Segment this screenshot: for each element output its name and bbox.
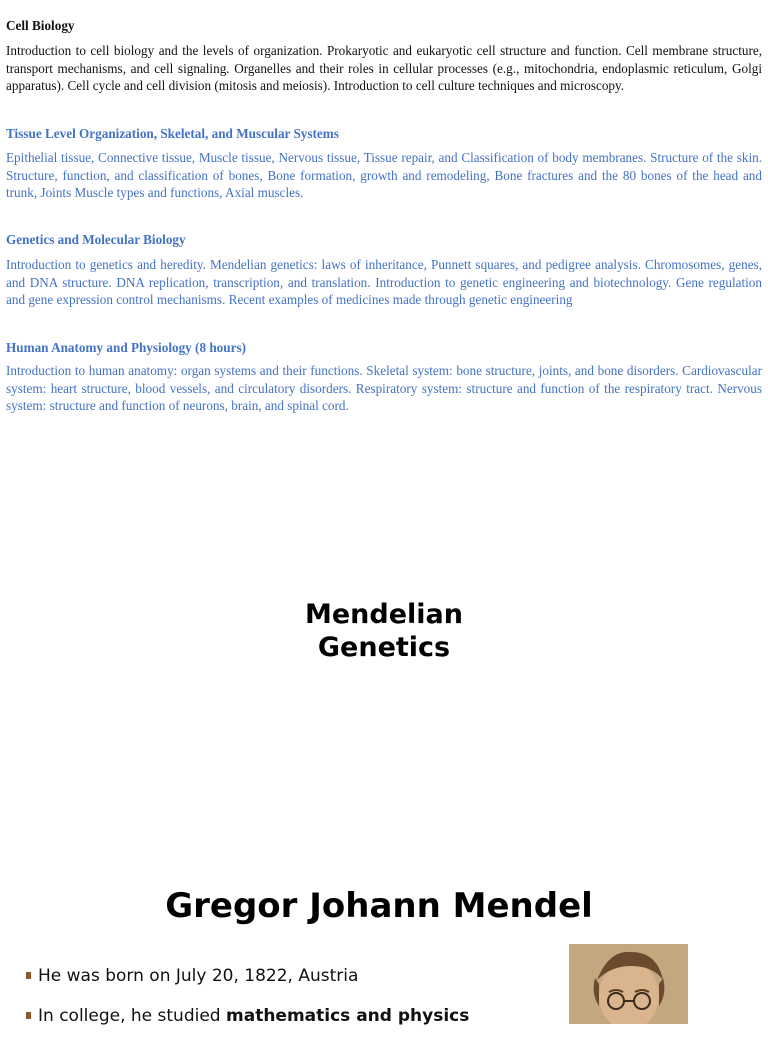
section-body-genetics: Introduction to genetics and heredity. Mendelian genetics: laws of inheritance, Punnett squares, and pedigree analysis. Chromosomes, genes, and DNA structure. DNA replication, transcription, and translation. Introduction to genetic engineering and biotechnology. Gene regulation and gene expression control mechanisms. Recent examples of medicines made through genetic engineering — [6, 257, 762, 307]
section-body-tissue-organization: Epithelial tissue, Connective tissue, Muscle tissue, Nervous tissue, Tissue repair, and Classification of body membranes. Structure of the skin. Structure, function, and classification of bones, Bone formation, growth and remodeling, Bone fractures and the 80 bones of the head and trunk, Joints Muscle types and functions, Axial muscles. — [6, 150, 762, 200]
bullet-marker-icon — [26, 1012, 31, 1019]
section-body-anatomy: Introduction to human anatomy: organ systems and their functions. Skeletal system: bone structure, joints, and bone disorders. Cardiovascular system: heart structure, blood vessels, and circulatory disorders. Respiratory system: structure and function of the respiratory tract. Nervous system: structure and function of neurons, brain, and spinal cord. — [6, 363, 762, 413]
bullet-item — [26, 966, 546, 986]
section-title-genetics: Genetics and Molecular Biology — [6, 232, 186, 247]
section-title-anatomy: Human Anatomy and Physiology (8 hours) — [6, 340, 246, 355]
slide-title-line-1: Mendelian — [305, 599, 463, 630]
bullet-text: He was born on July 20, 1822, Austria — [38, 966, 359, 986]
slide-bullet-list — [26, 966, 546, 1046]
section-body-cell-biology: Introduction to cell biology and the levels of organization. Prokaryotic and eukaryotic cell structure and function. Cell membrane structure, transport mechanisms, and cell signaling. Organelles and their roles in cellular processes (e.g., mitochondria, endoplasmic reticulum, Golgi apparatus). Cell cycle and cell division (mitosis and meiosis). Introduction to cell culture techniques and microscopy. — [6, 43, 762, 93]
bullet-marker-icon — [26, 972, 31, 979]
portrait-drawing — [569, 944, 688, 1024]
section-title-tissue-organization: Tissue Level Organization, Skeletal, and Muscular Systems — [6, 126, 339, 141]
bullet-text-bold: mathematics and physics — [226, 1006, 470, 1026]
section-title-cell-biology: Cell Biology — [6, 18, 75, 33]
slide-title-line-2: Genetics — [317, 632, 451, 663]
mendel-portrait-image — [569, 944, 688, 1024]
bullet-text-prefix: In college, he studied — [38, 1006, 227, 1026]
slide-title-mendelian-genetics — [0, 598, 768, 664]
bullet-item — [26, 1006, 546, 1026]
slide-title-gregor-mendel: Gregor Johann Mendel — [165, 886, 593, 926]
